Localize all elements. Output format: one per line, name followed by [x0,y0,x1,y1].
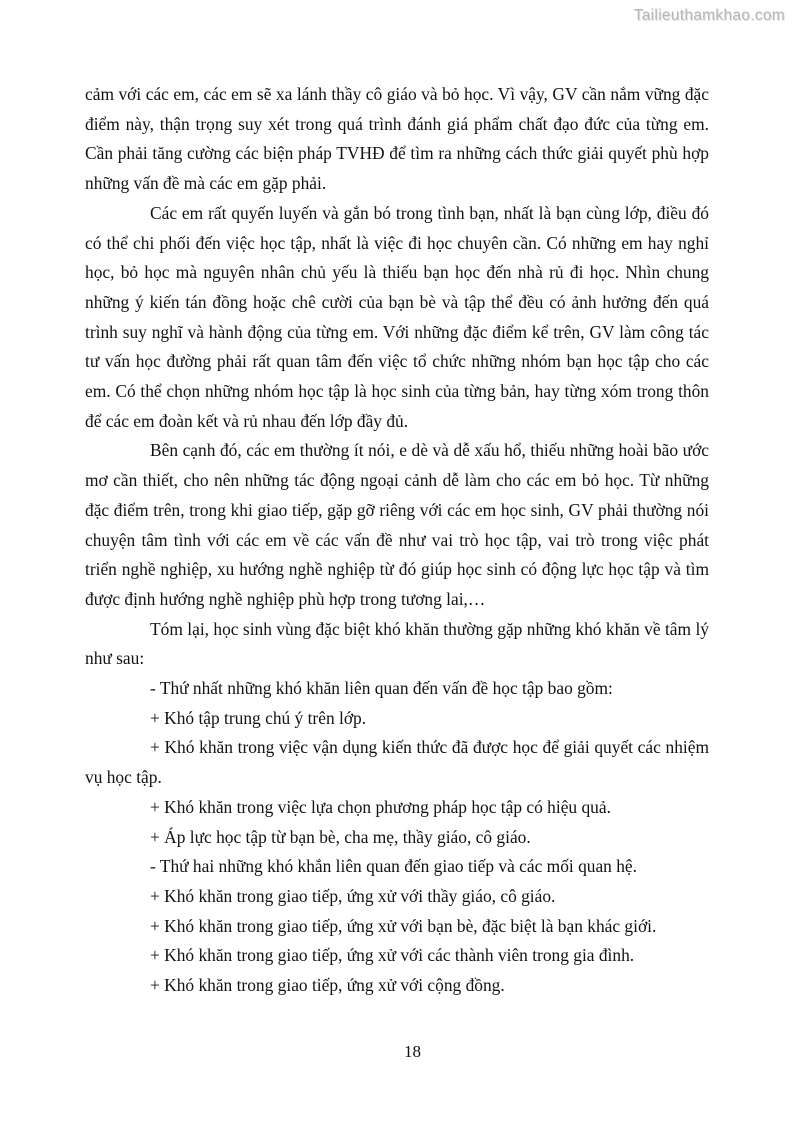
paragraph: Các em rất quyến luyến và gắn bó trong tình bạn, nhất là bạn cùng lớp, điều đó có thể chi phối đến việc học tập, nhất là việc đi học chuyên cần. Có những em hay nghỉ học, bỏ học mà nguyên nhân chủ yếu là thiếu bạn học đến nhà rủ đi học. Nhìn chung những ý kiến tán đồng hoặc chê cười của bạn bè và tập thể đều có ảnh hưởng đến quá trình suy nghĩ và hành động của từng em. Với những đặc điểm kể trên, GV làm công tác tư vấn học đường phải rất quan tâm đến việc tổ chức những nhóm bạn học tập cho các em. Có thể chọn những nhóm học tập là học sinh của từng bản, hay từng xóm trong thôn để các em đoàn kết và rủ nhau đến lớp đầy đủ. [85,202,709,431]
paragraph: - Thứ hai những khó khắn liên quan đến giao tiếp và các mối quan hệ. [150,856,637,877]
watermark: Tailieuthamkhao.com [633,7,785,24]
paragraph: Tóm lại, học sinh vùng đặc biệt khó khăn thường gặp những khó khăn về tâm lý như sau: [85,618,709,669]
paragraph: cảm với các em, các em sẽ xa lánh thầy cô giáo và bỏ học. Vì vậy, GV cần nắm vững đặc điểm này, thận trọng suy xét trong quá trình đánh giá phẩm chất đạo đức của từng em. Cần phải tăng cường các biện pháp TVHĐ để tìm ra những cách thức giải quyết phù hợp những vấn đề mà các em gặp phải. [85,84,709,194]
page-number: 18 [404,1042,421,1061]
paragraph: Bên cạnh đó, các em thường ít nói, e dè và dễ xấu hổ, thiếu những hoài bão ước mơ cần thiết, cho nên những tác động ngoại cảnh dễ làm cho các em bỏ học. Từ những đặc điểm trên, trong khi giao tiếp, gặp gỡ riêng với các em học sinh, GV phải thường nói chuyện tâm tình với các em về các vấn đề như vai trò học tập, vai trò trong việc phát triển nghề nghiệp, xu hướng nghề nghiệp từ đó giúp học sinh có động lực học tập và tìm được định hướng nghề nghiệp phù hợp trong tương lai,… [85,440,709,609]
text-body [85,80,709,1001]
paragraph: + Khó khăn trong việc vận dụng kiến thức đã được học để giải quyết các nhiệm vụ học tập. [85,737,709,788]
paragraph: + Khó tập trung chú ý trên lớp. [150,707,367,728]
paragraph: + Khó khăn trong việc lựa chọn phương pháp học tập có hiệu quả. [150,796,611,817]
paragraph: + Khó khăn trong giao tiếp, ứng xử với bạn bè, đặc biệt là bạn khác giới. [150,915,657,936]
paragraph: + Khó khăn trong giao tiếp, ứng xử với thầy giáo, cô giáo. [150,885,556,906]
paragraph: - Thứ nhất những khó khăn liên quan đến vấn đề học tập bao gồm: [150,678,613,699]
paragraph: + Khó khăn trong giao tiếp, ứng xử với các thành viên trong gia đình. [150,945,635,966]
paragraph: + Khó khăn trong giao tiếp, ứng xử với cộng đồng. [150,975,505,996]
paragraph: + Áp lực học tập từ bạn bè, cha mẹ, thầy giáo, cô giáo. [150,826,531,847]
